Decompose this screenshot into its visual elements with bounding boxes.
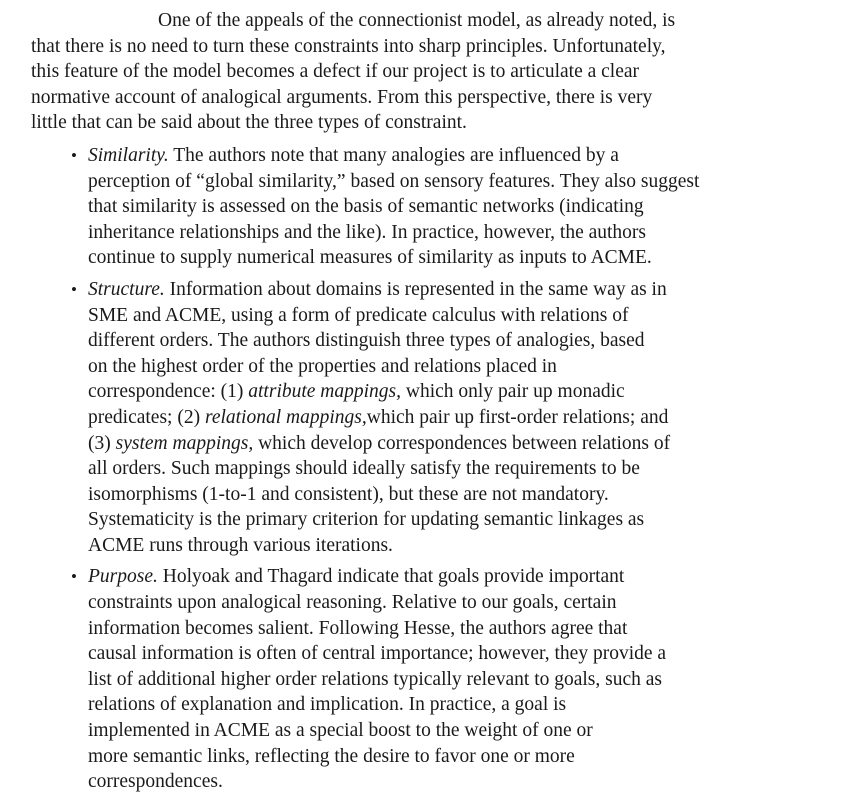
item-line: all orders. Such mappings should ideally satisfy the requirements to be (88, 458, 640, 480)
item-term: Similarity. (88, 144, 169, 166)
item-text: correspondence: (1) (88, 381, 249, 403)
item-line: relations of explanation and implication. In practice, a goal is (88, 694, 567, 716)
item-line: inheritance relationships and the like). In practice, however, the authors (88, 221, 647, 243)
item-text: Information about domains is represented in the same way as in (164, 278, 667, 300)
item-line (88, 143, 743, 169)
item-line: list of additional higher order relations typically relevant to goals, such as (88, 668, 663, 690)
item-line: ACME runs through various iterations. (88, 534, 393, 556)
intro-line: little that can be said about the three types of constraint. (31, 112, 467, 134)
bullet-icon: • (71, 145, 77, 165)
item-term: Purpose. (88, 566, 158, 588)
item-line: correspondences. (88, 771, 223, 793)
item-text: Holyoak and Thagard indicate that goals provide important (157, 566, 625, 588)
intro-paragraph (31, 8, 743, 136)
item-line: SME and ACME, using a form of predicate calculus with relations of (88, 304, 629, 326)
item-line: isomorphisms (1-to-1 and consistent), but these are not mandatory. (88, 483, 609, 505)
list-item-purpose (31, 564, 743, 794)
bullet-icon: • (71, 279, 77, 299)
item-line (88, 379, 743, 405)
item-text: predicates; (2) (88, 406, 205, 428)
item-text: (3) (88, 432, 116, 454)
item-text: which pair up first-order relations; and (366, 406, 669, 428)
item-line: implemented in ACME as a special boost to the weight of one or (88, 720, 593, 742)
item-line: that similarity is assessed on the basis of semantic networks (indicating (88, 196, 644, 218)
intro-line: this feature of the model becomes a defect if our project is to articulate a clear (31, 61, 640, 83)
item-line: perception of “global similarity,” based on sensory features. They also suggest (88, 170, 700, 192)
item-line: more semantic links, reflecting the desire to favor one or more (88, 745, 575, 767)
item-line (88, 277, 743, 303)
item-text: which develop correspondences between relations of (253, 432, 671, 454)
intro-line: that there is no need to turn these constraints into sharp principles. Unfortunately, (31, 35, 666, 57)
item-text: which only pair up monadic (401, 381, 625, 403)
term-relational-mappings: relational mappings, (204, 406, 367, 428)
item-text: The authors note that many analogies are influenced by a (168, 144, 619, 166)
intro-line: One of the appeals of the connectionist model, as already noted, is (158, 10, 676, 31)
term-system-mappings: system mappings, (115, 432, 254, 454)
list-item-similarity (31, 143, 743, 271)
bullet-icon: • (71, 567, 77, 587)
item-line: information becomes salient. Following Hesse, the authors agree that (88, 617, 628, 639)
item-line (88, 564, 743, 590)
list-item-structure (31, 277, 743, 559)
item-line: different orders. The authors distinguish three types of analogies, based (88, 330, 645, 352)
item-line: causal information is often of central importance; however, they provide a (88, 643, 667, 665)
item-line: on the highest order of the properties and relations placed in (88, 355, 557, 377)
item-line (88, 405, 743, 431)
item-term: Structure. (88, 278, 165, 300)
item-line: constraints upon analogical reasoning. Relative to our goals, certain (88, 592, 617, 614)
document-page (31, 8, 743, 795)
intro-line: normative account of analogical arguments. From this perspective, there is very (31, 86, 653, 108)
item-line (88, 431, 743, 457)
item-line: Systematicity is the primary criterion for updating semantic linkages as (88, 509, 645, 531)
item-line: continue to supply numerical measures of similarity as inputs to ACME. (88, 247, 652, 269)
constraint-list (31, 143, 743, 795)
term-attribute-mappings: attribute mappings, (248, 381, 402, 403)
